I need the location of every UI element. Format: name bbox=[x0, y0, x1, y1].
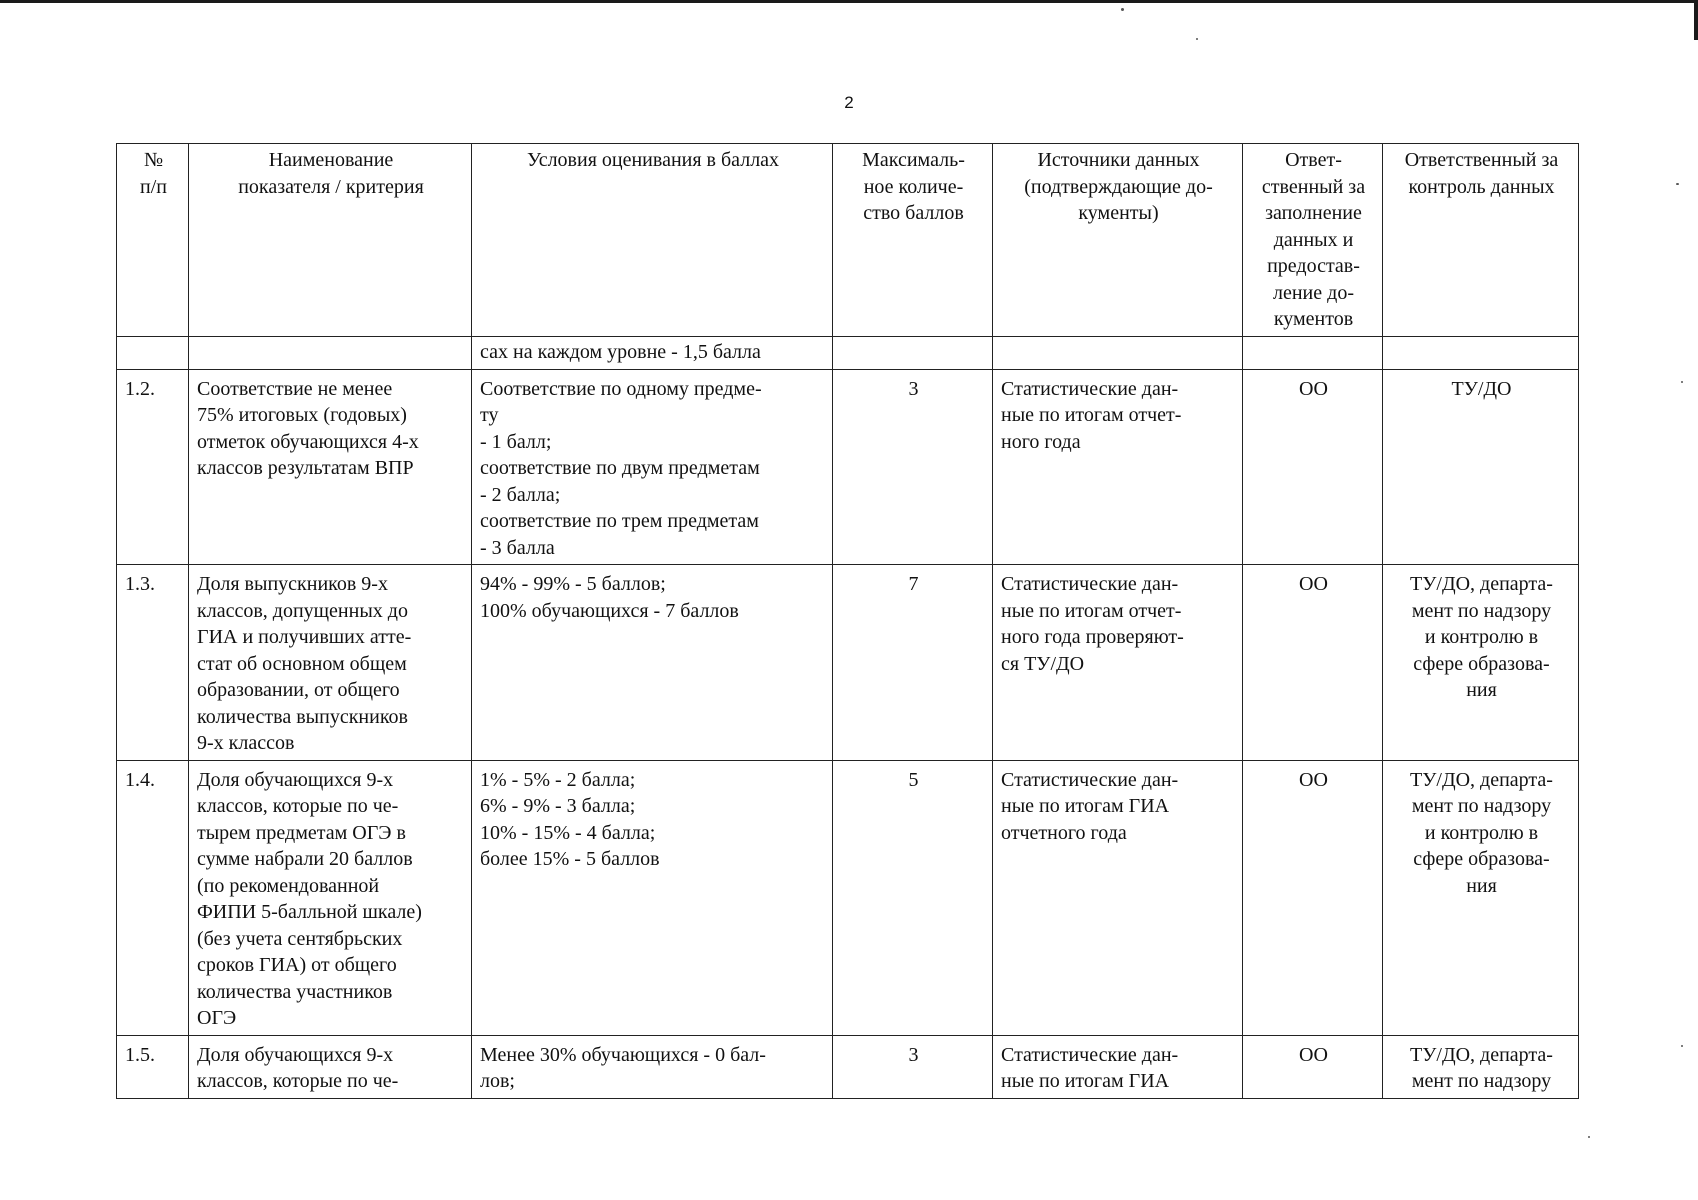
row-responsible-fill bbox=[1243, 1035, 1383, 1098]
row-name bbox=[189, 760, 472, 1035]
header-line: заполнение bbox=[1265, 202, 1362, 224]
cell-line: - 3 балла bbox=[480, 536, 555, 559]
cell-line: количества выпускников bbox=[197, 705, 408, 728]
cell-line: сфере образова- bbox=[1413, 848, 1550, 870]
header-conditions-cell bbox=[472, 144, 833, 337]
row-sources bbox=[993, 369, 1243, 565]
cell-line: мент по надзору bbox=[1411, 599, 1552, 622]
cell-line: ФИПИ 5-балльной шкале) bbox=[197, 901, 422, 923]
header-line: Максималь- bbox=[862, 149, 965, 171]
header-line: ственный за bbox=[1261, 175, 1366, 198]
cell-line: ОО bbox=[1299, 377, 1328, 400]
header-line: Источники данных bbox=[1037, 149, 1200, 171]
criteria-table bbox=[116, 143, 1579, 1099]
cell-line: 94% - 99% - 5 баллов; bbox=[480, 573, 666, 595]
cell-line: сах на каждом уровне - 1,5 балла bbox=[480, 340, 761, 363]
table-cell bbox=[117, 336, 189, 369]
scan-speck bbox=[1676, 183, 1679, 185]
header-line: Ответственный за bbox=[1404, 149, 1559, 171]
header-line: кументов bbox=[1273, 308, 1354, 330]
row-responsible-fill bbox=[1243, 369, 1383, 565]
row-max-score: 7 bbox=[833, 565, 993, 761]
row-conditions bbox=[472, 369, 833, 565]
row-number: 1.3. bbox=[117, 565, 189, 761]
cell-line: ные по итогам ГИА bbox=[1001, 795, 1170, 817]
cell-line: ния bbox=[1466, 679, 1497, 701]
header-line: кументы) bbox=[1078, 202, 1159, 224]
cell-line: Статистические дан- bbox=[1001, 1043, 1179, 1066]
row-conditions bbox=[472, 760, 833, 1035]
table-row bbox=[117, 369, 1579, 565]
cell-line: сфере образова- bbox=[1413, 652, 1550, 675]
cell-line: и контролю в bbox=[1424, 626, 1539, 648]
cell-line: 75% итоговых (годовых) bbox=[197, 404, 407, 426]
header-responsible-control-cell bbox=[1383, 144, 1579, 337]
header-line: (подтверждающие до- bbox=[1024, 175, 1213, 198]
header-line: п/п bbox=[140, 175, 167, 198]
cell-line: 100% обучающихся - 7 баллов bbox=[480, 599, 739, 622]
row-sources bbox=[993, 565, 1243, 761]
cell-line: ные по итогам ГИА bbox=[1001, 1070, 1170, 1092]
header-line: показателя / критерия bbox=[238, 175, 424, 198]
scan-border-right bbox=[1694, 0, 1698, 40]
cell-line: ТУ/ДО, департа- bbox=[1410, 1043, 1553, 1066]
row-number: 1.2. bbox=[117, 369, 189, 565]
header-line: № bbox=[143, 149, 164, 171]
header-line: данных и bbox=[1273, 228, 1354, 251]
row-conditions bbox=[472, 1035, 833, 1098]
continuation-conditions-cell bbox=[472, 336, 833, 369]
header-line: Условия оценивания в баллах bbox=[526, 149, 780, 171]
table-cell bbox=[189, 336, 472, 369]
table-cell bbox=[993, 336, 1243, 369]
header-line: предостав- bbox=[1267, 255, 1360, 277]
cell-line: Статистические дан- bbox=[1001, 573, 1179, 595]
cell-line: соответствие по трем предметам bbox=[480, 510, 759, 532]
header-line: Наименование bbox=[268, 149, 394, 171]
cell-line: - 2 балла; bbox=[480, 483, 561, 506]
cell-line: и контролю в bbox=[1424, 821, 1539, 844]
cell-line: 1% - 5% - 2 балла; bbox=[480, 768, 636, 791]
header-line: ство баллов bbox=[863, 202, 964, 224]
header-sources-cell bbox=[993, 144, 1243, 337]
row-max-score: 3 bbox=[833, 1035, 993, 1098]
cell-line: Статистические дан- bbox=[1001, 377, 1179, 400]
cell-line: тырем предметам ОГЭ в bbox=[197, 821, 406, 844]
row-name bbox=[189, 369, 472, 565]
row-sources bbox=[993, 760, 1243, 1035]
cell-line: мент по надзору bbox=[1411, 795, 1552, 817]
scan-speck bbox=[1681, 381, 1683, 383]
scan-speck bbox=[1588, 1136, 1590, 1138]
row-responsible-control bbox=[1383, 760, 1579, 1035]
table-header-row bbox=[117, 144, 1579, 337]
cell-line: классов, которые по че- bbox=[197, 1070, 399, 1092]
cell-line: ТУ/ДО bbox=[1451, 377, 1512, 400]
cell-line: классов, допущенных до bbox=[197, 599, 408, 622]
cell-line: Доля обучающихся 9-х bbox=[197, 768, 394, 791]
cell-line: ОО bbox=[1299, 1043, 1328, 1066]
row-responsible-fill bbox=[1243, 565, 1383, 761]
row-name bbox=[189, 1035, 472, 1098]
cell-line: стат об основном общем bbox=[197, 652, 407, 675]
row-max-score: 5 bbox=[833, 760, 993, 1035]
cell-line: ГИА и получивших атте- bbox=[197, 626, 412, 648]
cell-line: Доля обучающихся 9-х bbox=[197, 1043, 394, 1066]
row-name bbox=[189, 565, 472, 761]
cell-line: (по рекомендованной bbox=[197, 874, 380, 897]
cell-line: ОГЭ bbox=[197, 1007, 237, 1029]
page-number: 2 bbox=[844, 93, 854, 112]
row-responsible-fill bbox=[1243, 760, 1383, 1035]
cell-line: лов; bbox=[480, 1070, 515, 1092]
header-responsible-fill-cell bbox=[1243, 144, 1383, 337]
cell-line: ОО bbox=[1299, 768, 1328, 791]
row-responsible-control bbox=[1383, 369, 1579, 565]
row-conditions bbox=[472, 565, 833, 761]
continuation-row bbox=[117, 336, 1579, 369]
cell-line: ся ТУ/ДО bbox=[1001, 652, 1085, 675]
cell-line: сроков ГИА) от общего bbox=[197, 954, 397, 976]
table-cell bbox=[1243, 336, 1383, 369]
row-responsible-control bbox=[1383, 1035, 1579, 1098]
cell-line: ния bbox=[1466, 874, 1497, 897]
header-line: ление до- bbox=[1273, 281, 1354, 304]
cell-line: Менее 30% обучающихся - 0 бал- bbox=[480, 1043, 766, 1066]
cell-line: количества участников bbox=[197, 980, 393, 1003]
cell-line: классов результатам ВПР bbox=[197, 457, 414, 479]
cell-line: - 1 балл; bbox=[480, 430, 552, 453]
scan-border-top bbox=[0, 0, 1698, 3]
table-row bbox=[117, 1035, 1579, 1098]
cell-line: ТУ/ДО, департа- bbox=[1410, 573, 1553, 595]
row-sources bbox=[993, 1035, 1243, 1098]
scan-speck bbox=[1121, 8, 1124, 11]
header-line: контроль данных bbox=[1408, 175, 1555, 198]
cell-line: 10% - 15% - 4 балла; bbox=[480, 821, 656, 844]
row-number: 1.4. bbox=[117, 760, 189, 1035]
cell-line: ту bbox=[480, 404, 499, 426]
cell-line: классов, которые по че- bbox=[197, 795, 399, 817]
header-number-cell bbox=[117, 144, 189, 337]
header-line: Ответ- bbox=[1285, 149, 1342, 171]
scan-speck bbox=[1681, 1045, 1683, 1047]
scan-speck bbox=[1196, 38, 1198, 40]
cell-line: мент по надзору bbox=[1411, 1070, 1552, 1092]
cell-line: Соответствие по одному предме- bbox=[480, 377, 762, 400]
cell-line: (без учета сентябрьских bbox=[197, 927, 403, 950]
cell-line: Доля выпускников 9-х bbox=[197, 573, 388, 595]
cell-line: ные по итогам отчет- bbox=[1001, 599, 1182, 622]
table-row bbox=[117, 565, 1579, 761]
row-max-score: 3 bbox=[833, 369, 993, 565]
cell-line: сумме набрали 20 баллов bbox=[197, 848, 413, 870]
cell-line: отчетного года bbox=[1001, 821, 1127, 844]
cell-line: ного года bbox=[1001, 430, 1081, 453]
header-max-cell bbox=[833, 144, 993, 337]
cell-line: Соответствие не менее bbox=[197, 377, 393, 400]
cell-line: более 15% - 5 баллов bbox=[480, 848, 660, 870]
cell-line: Статистические дан- bbox=[1001, 768, 1179, 791]
header-name-cell bbox=[189, 144, 472, 337]
cell-line: ного года проверяют- bbox=[1001, 626, 1184, 648]
table-cell bbox=[833, 336, 993, 369]
cell-line: соответствие по двум предметам bbox=[480, 457, 760, 479]
cell-line: отметок обучающихся 4-х bbox=[197, 430, 419, 453]
table-cell bbox=[1383, 336, 1579, 369]
cell-line: ные по итогам отчет- bbox=[1001, 404, 1182, 426]
cell-line: ОО bbox=[1299, 573, 1328, 595]
table-row bbox=[117, 760, 1579, 1035]
cell-line: 6% - 9% - 3 балла; bbox=[480, 795, 636, 817]
row-responsible-control bbox=[1383, 565, 1579, 761]
header-line: ное количе- bbox=[863, 175, 964, 198]
cell-line: образовании, от общего bbox=[197, 679, 400, 701]
cell-line: 9-х классов bbox=[197, 732, 295, 754]
row-number: 1.5. bbox=[117, 1035, 189, 1098]
cell-line: ТУ/ДО, департа- bbox=[1410, 768, 1553, 791]
